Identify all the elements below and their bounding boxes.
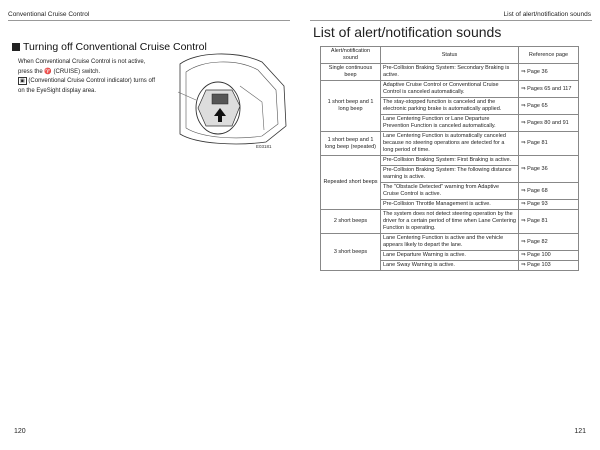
cruise-indicator-icon: ▣ <box>20 78 25 84</box>
table-row <box>321 234 579 251</box>
page-link[interactable]: Page 100 <box>527 252 551 258</box>
status-cell: The "Obstacle Detected" warning from Adaptive Cruise Control is active. <box>381 183 519 200</box>
instruction-p2 <box>18 77 158 96</box>
status-cell: Pre-Collision Throttle Management is active. <box>381 200 519 210</box>
col-header-status: Status <box>381 47 519 64</box>
alert-cell: 3 short beeps <box>321 234 381 271</box>
instruction-p1 <box>18 58 158 77</box>
reference-cell <box>519 234 579 251</box>
alert-cell: 2 short beeps <box>321 210 381 234</box>
page-link[interactable]: Page 81 <box>527 140 548 146</box>
page-link[interactable]: Page 36 <box>527 165 548 172</box>
page-link[interactable]: Page 81 <box>527 218 548 224</box>
reference-cell <box>519 210 579 234</box>
reference-cell <box>519 183 579 200</box>
left-page-header: Conventional Cruise Control <box>8 11 90 18</box>
instruction-p1-b: (CRUISE) switch. <box>53 68 101 75</box>
col-header-reference: Reference page <box>519 47 579 64</box>
reference-cell <box>519 81 579 98</box>
arrow-icon: ⇒ <box>521 187 526 194</box>
arrow-icon: ⇒ <box>521 252 526 258</box>
table-row <box>321 81 579 98</box>
alert-cell: 1 short beep and 1 long beep (repeated) <box>321 132 381 156</box>
reference-cell <box>519 64 579 81</box>
steering-wheel-illustration <box>166 46 290 150</box>
left-header-rule <box>8 20 290 21</box>
reference-cell <box>519 251 579 261</box>
instruction-p2-b: (Conventional Cruise Control indicator) turns off on the EyeSight display area. <box>18 78 156 94</box>
right-header-rule <box>310 20 592 21</box>
col-header-sound: Alert/notification sound <box>321 47 381 64</box>
status-cell: Lane Centering Function or Lane Departure Prevention Function is canceled automatically. <box>381 115 519 132</box>
page-link[interactable]: Page 36 <box>527 68 548 75</box>
status-cell: The system does not detect steering operation by the driver for a certain period of time when Lane Centering Function is operating. <box>381 210 519 234</box>
table-row <box>321 132 579 156</box>
alerts-table <box>320 46 579 271</box>
arrow-icon: ⇒ <box>521 262 526 268</box>
reference-cell <box>519 132 579 156</box>
arrow-icon: ⇒ <box>521 165 526 172</box>
right-page-header: List of alert/notification sounds <box>503 11 591 18</box>
arrow-icon: ⇒ <box>521 68 526 75</box>
right-page-number: 121 <box>574 428 586 435</box>
figure-code: E03181 <box>256 144 272 149</box>
cruise-switch-icon: ♈ <box>44 68 52 75</box>
left-page-number: 120 <box>14 428 26 435</box>
page-link[interactable]: Page 93 <box>527 201 548 207</box>
reference-cell <box>519 200 579 210</box>
arrow-icon: ⇒ <box>521 201 526 207</box>
page-link[interactable]: Page 68 <box>527 187 548 194</box>
alert-cell: Repeated short beeps <box>321 156 381 210</box>
table-row <box>321 64 579 81</box>
table-header-row <box>321 47 579 64</box>
status-cell: The stay-stopped function is canceled and the electronic parking brake is automatically applied. <box>381 98 519 115</box>
page-link[interactable]: Page 65 <box>527 102 548 109</box>
reference-cell <box>519 156 579 183</box>
status-cell: Adaptive Cruise Control or Conventional Cruise Control is canceled automatically. <box>381 81 519 98</box>
page-link[interactable]: Page 103 <box>527 262 551 268</box>
arrow-icon: ⇒ <box>521 119 526 126</box>
alert-cell: Single continuous beep <box>321 64 381 81</box>
page-link[interactable]: Pages 65 and 117 <box>527 85 572 92</box>
table-row <box>321 156 579 166</box>
status-cell: Lane Departure Warning is active. <box>381 251 519 261</box>
page-link[interactable]: Pages 80 and 91 <box>527 119 569 126</box>
page-title: List of alert/notification sounds <box>313 24 502 40</box>
arrow-icon: ⇒ <box>521 218 526 224</box>
status-cell: Lane Centering Function is automatically canceled because no steering operations are detected for a long period of time. <box>381 132 519 156</box>
status-cell: Pre-Collision Braking System: Secondary Braking is active. <box>381 64 519 81</box>
instruction-text <box>18 58 158 96</box>
cruise-button-shape <box>212 94 228 104</box>
section-title-text: Turning off Conventional Cruise Control <box>23 41 207 53</box>
status-cell: Lane Centering Function is active and the vehicle appears likely to depart the lane. <box>381 234 519 251</box>
status-cell: Pre-Collision Braking System: The following distance warning is active. <box>381 166 519 183</box>
reference-cell <box>519 115 579 132</box>
status-cell: Lane Sway Warning is active. <box>381 261 519 271</box>
arrow-icon: ⇒ <box>521 140 526 146</box>
arrow-icon: ⇒ <box>521 85 526 92</box>
arrow-icon: ⇒ <box>521 102 526 109</box>
section-marker-icon <box>12 43 20 51</box>
reference-cell <box>519 261 579 271</box>
instruction-p1-a: When Conventional Cruise Control is not active, press the <box>18 59 146 75</box>
arrow-icon: ⇒ <box>521 238 526 245</box>
alert-cell: 1 short beep and 1 long beep <box>321 81 381 132</box>
table-row <box>321 210 579 234</box>
page-link[interactable]: Page 82 <box>527 238 548 245</box>
reference-cell <box>519 98 579 115</box>
status-cell: Pre-Collision Braking System: First Braking is active. <box>381 156 519 166</box>
